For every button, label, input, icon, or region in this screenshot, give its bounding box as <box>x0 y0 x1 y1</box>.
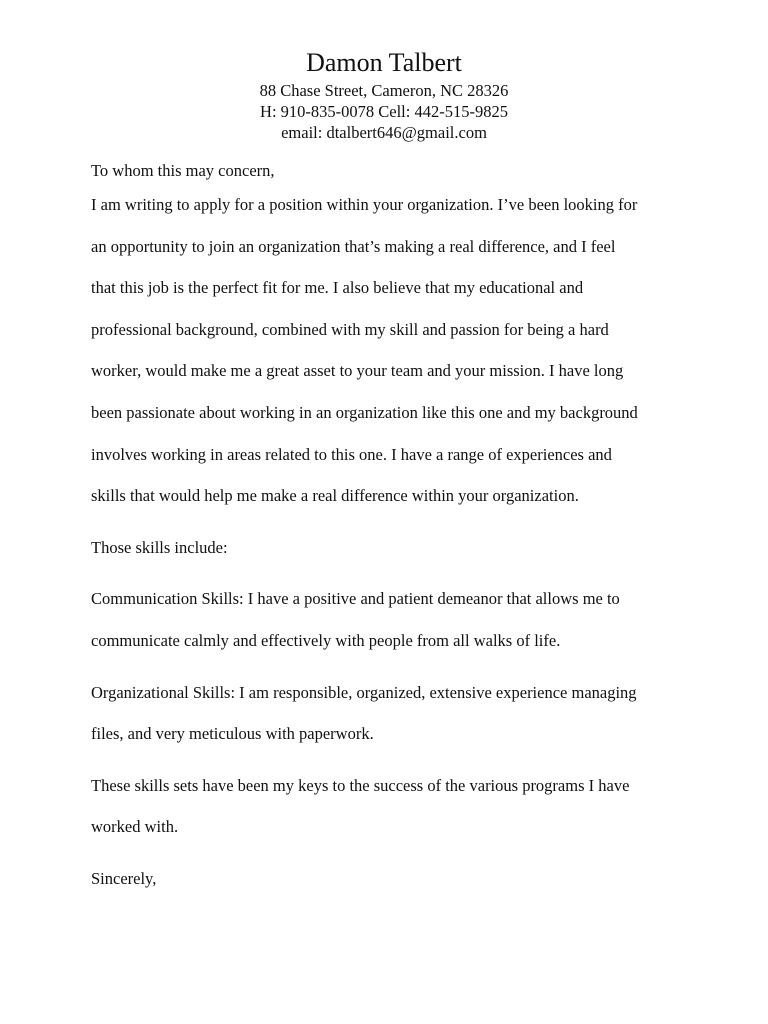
paragraph-line: Sincerely, <box>91 868 157 888</box>
salutation: To whom this may concern, <box>91 161 275 180</box>
communication-skills-paragraph <box>91 578 691 661</box>
paragraph-line: I am writing to apply for a position within your organization. I’ve been looking for <box>91 195 638 214</box>
organizational-skills-paragraph <box>91 672 691 755</box>
closing-paragraph <box>91 765 691 848</box>
paragraph-line: been passionate about working in an organization like this one and my background <box>91 402 638 422</box>
paragraph-gap <box>91 755 691 765</box>
letter-header <box>0 46 768 143</box>
paragraph-line: worked with. <box>91 817 179 837</box>
paragraph-line: that this job is the perfect fit for me. I also believe that my educational and <box>91 278 584 298</box>
intro-paragraph <box>91 184 691 517</box>
applicant-name: Damon Talbert <box>306 48 462 77</box>
skills-intro <box>91 527 691 569</box>
paragraph-line: professional background, combined with my skill and passion for being a hard <box>91 319 609 339</box>
paragraph-line: communicate calmly and effectively with people from all walks of life. <box>91 630 561 650</box>
paragraph-gap <box>91 662 691 672</box>
paragraph-gap <box>91 517 691 527</box>
phone-line: H: 910-835-0078 Cell: 442-515-9825 <box>260 102 508 121</box>
paragraph-line: an opportunity to join an organization that’s making a real difference, and I feel <box>91 236 616 256</box>
paragraph-line: worker, would make me a great asset to your team and your mission. I have long <box>91 361 624 381</box>
letter-body <box>91 158 691 900</box>
sign-off <box>91 858 691 900</box>
paragraph-gap <box>91 568 691 578</box>
address-line: 88 Chase Street, Cameron, NC 28326 <box>259 81 509 100</box>
paragraph-line: skills that would help me make a real difference within your organization. <box>91 486 579 506</box>
paragraph-line: Communication Skills: I have a positive and patient demeanor that allows me to <box>91 589 620 609</box>
paragraph-line: involves working in areas related to this one. I have a range of experiences and <box>91 444 612 464</box>
paragraph-line: These skills sets have been my keys to the success of the various programs I have <box>91 775 630 795</box>
paragraph-line: Those skills include: <box>91 537 228 557</box>
paragraph-line: Organizational Skills: I am responsible, organized, extensive experience managing <box>91 682 637 702</box>
email-line: email: dtalbert646@gmail.com <box>281 123 487 142</box>
paragraph-gap <box>91 848 691 858</box>
paragraph-line: files, and very meticulous with paperwork. <box>91 724 374 744</box>
